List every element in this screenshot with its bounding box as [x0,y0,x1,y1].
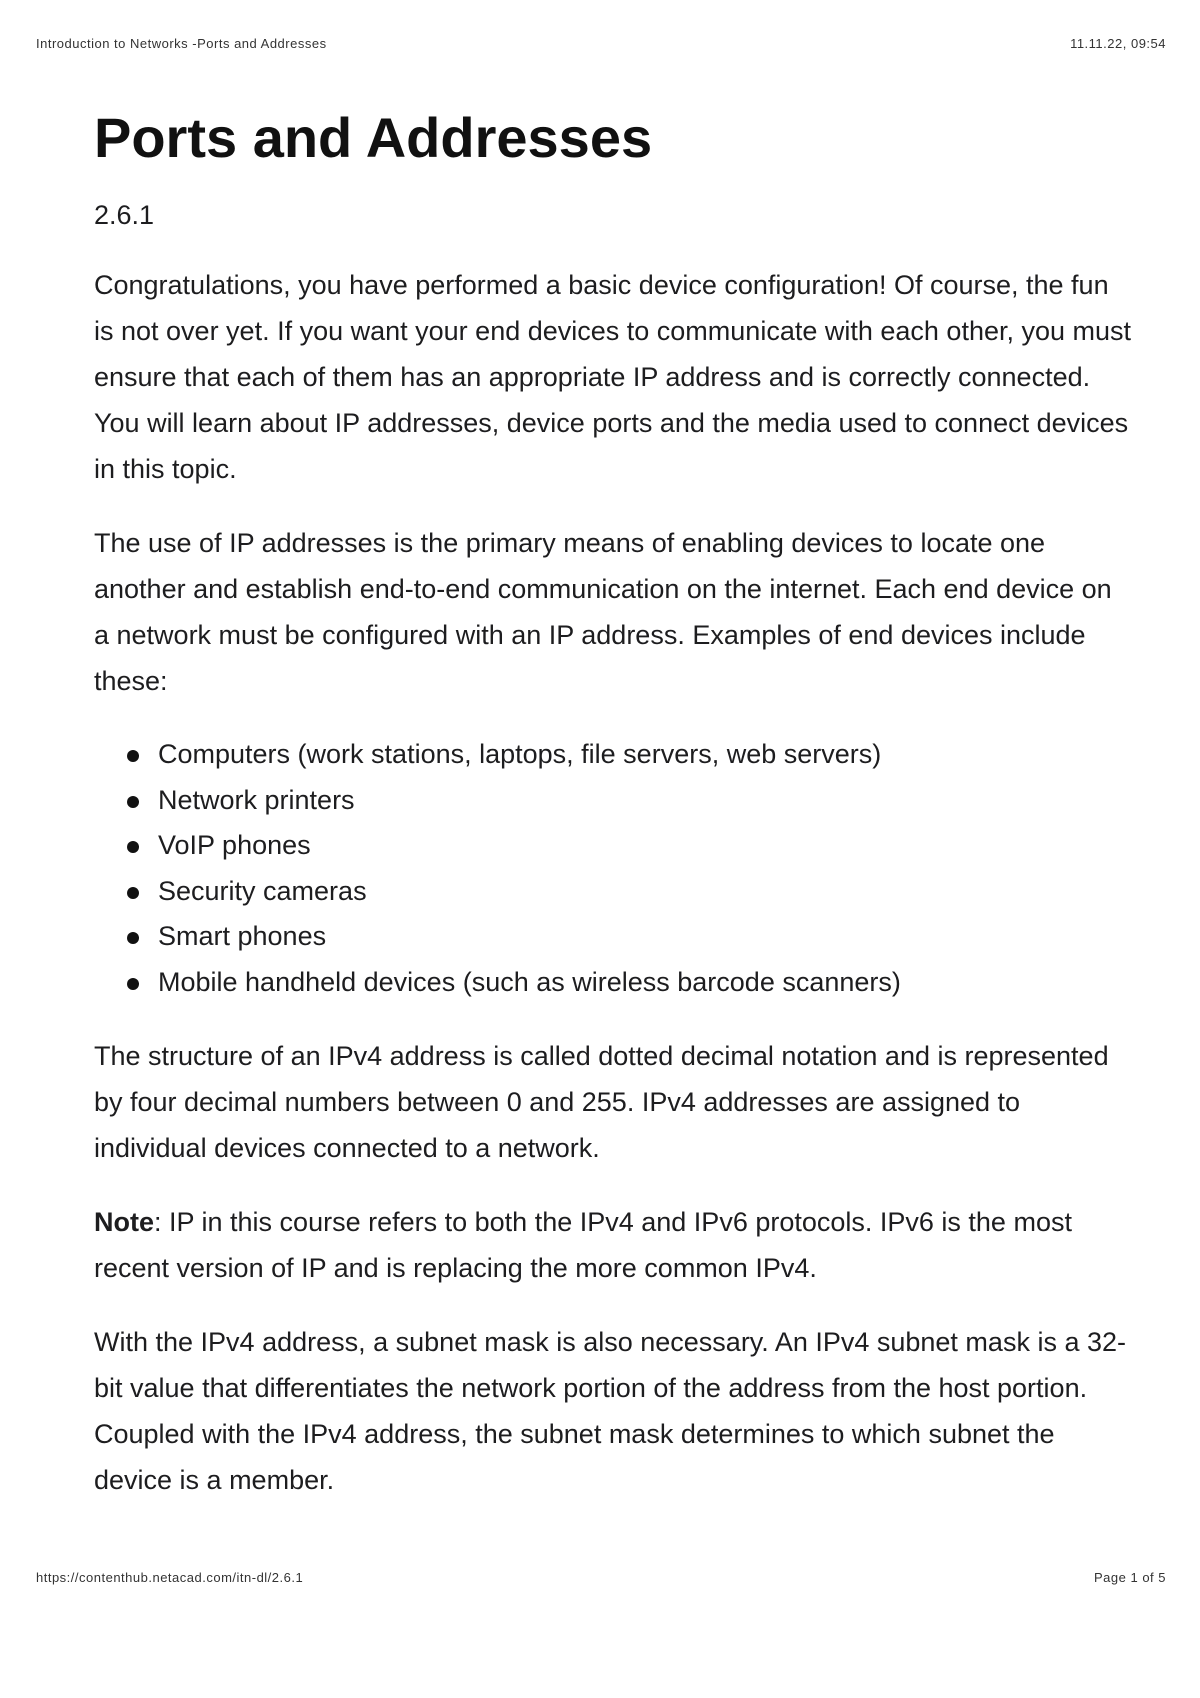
print-header [36,36,1166,51]
footer-url[interactable]: https://contenthub.netacad.com/itn-dl/2.6.1 [36,1570,304,1585]
list-item-text: Smart phones [158,921,327,951]
bullet-icon [127,932,139,944]
bullet-icon [127,750,139,762]
footer-page-number: Page 1 of 5 [1094,1570,1166,1585]
list-item-text: VoIP phones [158,830,311,860]
section-number: 2.6.1 [94,200,155,230]
bullet-icon [127,978,139,990]
list-item [158,732,1134,778]
header-timestamp: 11.11.22, 09:54 [1070,36,1166,51]
bullet-icon [127,796,139,808]
bullet-icon [127,841,139,853]
paragraph-subnet: With the IPv4 address, a subnet mask is also necessary. An IPv4 subnet mask is a 32-bit value that differentiates the network portion of the address from the host portion. Coupled with the IPv4 address, the subnet mask determines to which subnet the device is a member. [94,1327,1126,1495]
list-item [158,960,1134,1006]
print-footer [36,1570,1166,1585]
paragraph-ip-use: The use of IP addresses is the primary means of enabling devices to locate one another and establish end-to-end communication on the internet. Each end device on a network must be configured with an IP address. Examples of end devices include these: [94,528,1112,696]
list-item-text: Security cameras [158,875,367,906]
list-item [158,869,1134,915]
header-document-title: Introduction to Networks -Ports and Addresses [36,36,327,51]
list-item-text: Network printers [158,784,355,815]
note-text: : IP in this course refers to both the IPv4 and IPv6 protocols. IPv6 is the most recent version of IP and is replacing the more common IPv4. [94,1207,1072,1283]
bullet-icon [127,887,139,899]
list-item-text: Mobile handheld devices (such as wireless barcode scanners) [158,966,901,997]
article-content [94,98,1134,1503]
paragraph-intro: Congratulations, you have performed a basic device configuration! Of course, the fun is not over yet. If you want your end devices to communicate with each other, you must ensure that each of them has an appropriate IP address and is correctly connected. You will learn about IP addresses, device ports and the media used to connect devices in this topic. [94,270,1132,484]
list-item [158,778,1134,824]
list-item [158,823,1134,869]
page-title: Ports and Addresses [94,106,653,169]
note-label: Note [94,1207,154,1237]
end-devices-list [94,732,1134,1005]
paragraph-structure: The structure of an IPv4 address is called dotted decimal notation and is represented by four decimal numbers between 0 and 255. IPv4 addresses are assigned to individual devices connected to a network. [94,1041,1109,1163]
list-item-text: Computers (work stations, laptops, file servers, web servers) [158,739,882,769]
list-item [158,914,1134,960]
paragraph-note [94,1199,1134,1291]
